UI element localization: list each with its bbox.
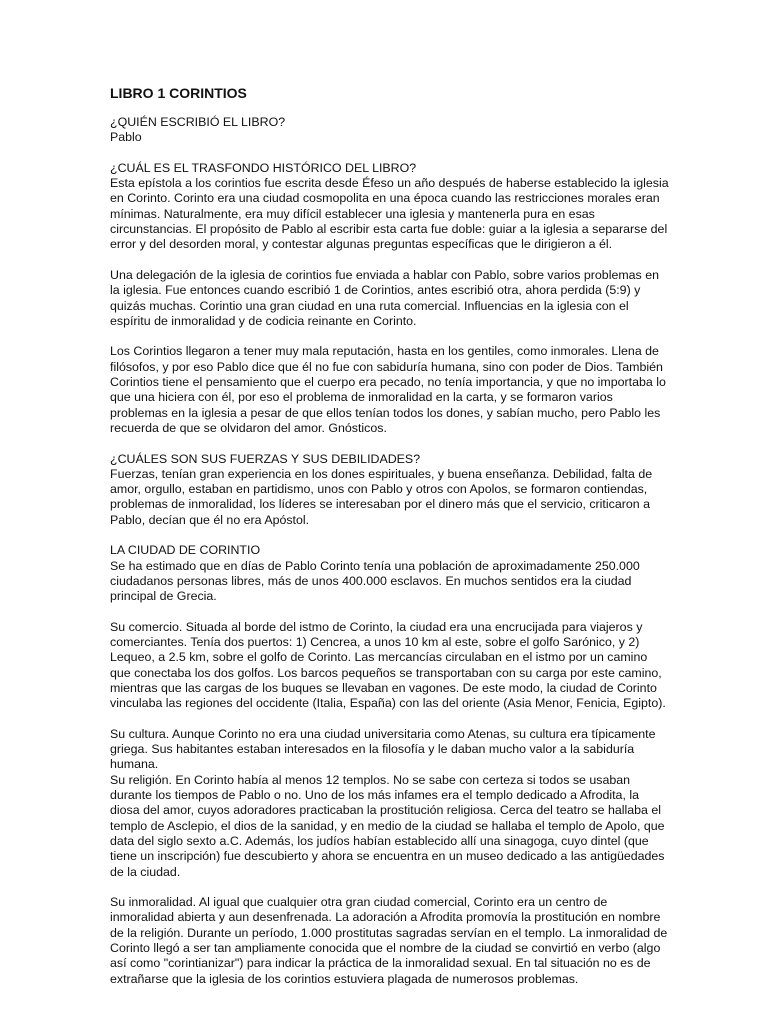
section-heading: ¿CUÁLES SON SUS FUERZAS Y SUS DEBILIDADES? [110, 451, 421, 466]
section-paragraph: Los Corintios llegaron a tener muy mala reputación, hasta en los gentiles, como inmorales. Llena de filósofos, y por eso Pablo dice que él no fue con sabiduría humana, sino con poder de Dios. También Corintios tiene el pensamiento que el cuerpo era pecado, no tenía importancia, y que no importaba lo que una hiciera con él, por eso el problema de inmoralidad en la carta, y se formaron varios problemas en la iglesia a pesar de que ellos tenían todos los dones, y sabían mucho, pero Pablo les recuerda de que se olvidaron del amor. Gnósticos. [110, 344, 666, 435]
section-heading: LA CIUDAD DE CORINTIO [110, 543, 261, 558]
section-culture-religion [110, 727, 670, 880]
section-strengths-weaknesses [110, 452, 670, 528]
section-heading: ¿QUIÉN ESCRIBIÓ EL LIBRO? [110, 115, 286, 129]
section-author [110, 115, 670, 146]
section-paragraph: Su inmoralidad. Al igual que cualquier otra gran ciudad comercial, Corinto era un centro de inmoralidad abierta y aun desenfrenada. La adoración a Afrodita promovía la prostitución en nombre de la religión. Durante un período, 1.000 prostitutas sagradas servían en el templo. La inmoralidad de Corinto llegó a ser tan ampliamente conocida que el nombre de la ciudad se convirtió en verbo (algo así como "corintianizar") para indicar la práctica de la inmoralidad sexual. En tal situación no es de extrañarse que la iglesia de los corintios estuviera plagada de numerosos problemas. [110, 895, 668, 986]
section-commerce [110, 620, 670, 712]
section-paragraph: Pablo [110, 130, 142, 145]
section-heading: ¿CUÁL ES EL TRASFONDO HISTÓRICO DEL LIBRO? [110, 160, 417, 175]
section-immorality [110, 895, 670, 987]
document-page [110, 84, 670, 987]
section-paragraph: Su comercio. Situada al borde del istmo de Corinto, la ciudad era una encrucijada para viajeros y comerciantes. Tenía dos puertos: 1) Cencrea, a unos 10 km al este, sobre el golfo Sarónico, y 2) Lequeo, a 2.5 km, sobre el golfo de Corinto. Las mercancías circulaban en el istmo por un camino que conectaba los dos golfos. Los barcos pequeños se transportaban con su carga por este camino, mientras que las cargas de los buques se llevaban en vagones. De este modo, la ciudad de Corinto vinculaba las regiones del occidente (Italia, España) con las del oriente (Asia Menor, Fenicia, Egipto). [110, 619, 666, 711]
section-background [110, 161, 670, 253]
section-paragraph: Su cultura. Aunque Corinto no era una ciudad universitaria como Atenas, su cultura era típicamente griega. Sus habitantes estaban interesados en la filosofía y le daban mucho valor a la sabiduría humana. [110, 726, 656, 772]
section-paragraph: Una delegación de la iglesia de corintios fue enviada a hablar con Pablo, sobre varios problemas en la iglesia. Fue entonces cuando escribió 1 de Corintios, antes escribió otra, ahora perdida (5:9) y quizás muchas. Corintio una gran ciudad en una ruta comercial. Influencias en la iglesia con el espíritu de inmoralidad y de codicia reinante en Corinto. [110, 267, 659, 328]
document-title: LIBRO 1 CORINTIOS [110, 85, 247, 101]
section-reputation [110, 344, 670, 436]
section-delegation [110, 268, 670, 329]
section-paragraph: Fuerzas, tenían gran experiencia en los dones espirituales, y buena enseñanza. Debilidad, falta de amor, orgullo, estaban en partidismo, unos con Pablo y otros con Apolos, se formaron contiendas, problemas de inmoralidad, los líderes se interesaban por el dinero más que el servicio, criticaron a Pablo, decían que él no era Apóstol. [110, 466, 653, 527]
section-paragraph: Se ha estimado que en días de Pablo Corinto tenía una población de aproximadamente 250.000 ciudadanos personas libres, más de unos 400.000 esclavos. En muchos sentidos era la ciudad principal de Grecia. [110, 558, 640, 604]
section-paragraph: Esta epístola a los corintios fue escrita desde Éfeso un año después de haberse establecido la iglesia en Corinto. Corinto era una ciudad cosmopolita en una época cuando las restricciones morales eran mínimas. Naturalmente, era muy difícil establecer una iglesia y mantenerla pura en esas circunstancias. El propósito de Pablo al escribir esta carta fue doble: guiar a la iglesia a separarse del error y del desorden moral, y contestar algunas preguntas específicas que le dirigieron a él. [110, 176, 669, 252]
section-paragraph: Su religión. En Corinto había al menos 12 templos. No se sabe con certeza si todos se usaban durante los tiempos de Pablo o no. Uno de los más infames era el templo dedicado a Afrodita, la diosa del amor, cuyos adoradores practicaban la prostitución religiosa. Cerca del teatro se hallaba el templo de Asclepio, el dios de la sanidad, y en medio de la ciudad se hallaba el templo de Apolo, que data del siglo sexto a.C. Además, los judíos habían establecido allí una sinagoga, cuyo dintel (que tiene un inscripción) fue descubierto y ahora se encuentra en un museo dedicado a las antigüedades de la ciudad. [110, 772, 665, 879]
section-city [110, 543, 670, 604]
